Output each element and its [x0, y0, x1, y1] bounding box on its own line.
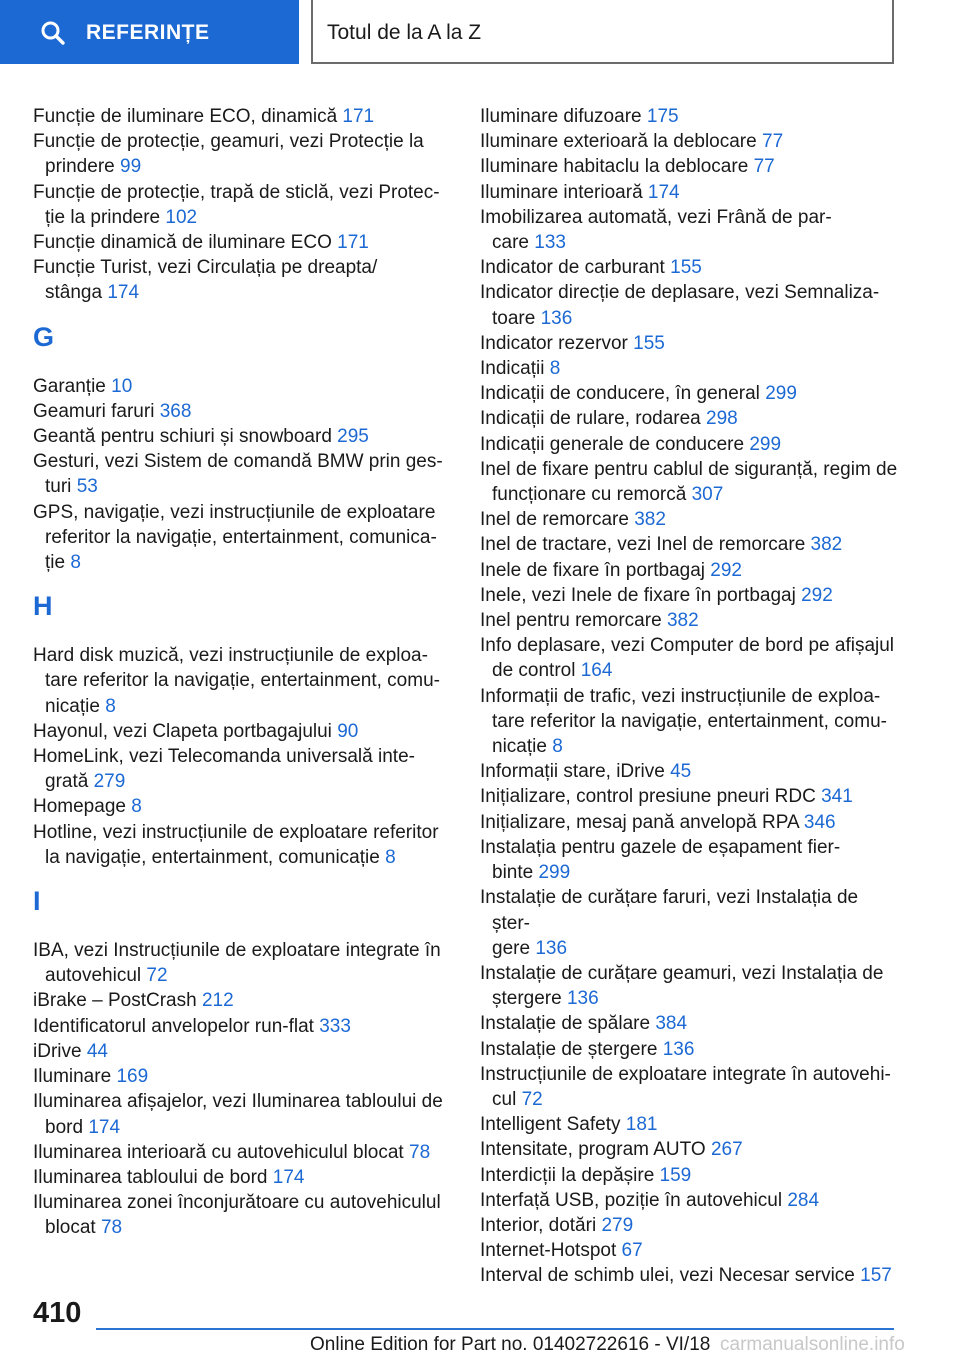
- index-entry: [480, 684, 900, 760]
- page-link[interactable]: 8: [131, 796, 142, 818]
- page-link[interactable]: 384: [655, 1013, 688, 1035]
- index-entry-text: Interior, dotări: [480, 1214, 597, 1236]
- index-entry: [33, 104, 445, 129]
- index-entry-text: Geamuri faruri: [33, 400, 155, 422]
- index-entry: [480, 835, 900, 885]
- index-entry-text: Homepage: [33, 796, 126, 818]
- index-entry: [480, 558, 900, 583]
- page-link[interactable]: 171: [342, 106, 375, 127]
- page-link[interactable]: 368: [159, 400, 192, 422]
- page-link[interactable]: 8: [385, 846, 396, 868]
- index-entry: [480, 154, 900, 179]
- index-entry-text: Hayonul, vezi Clapeta portbagajului: [33, 720, 332, 742]
- index-entry: [33, 1190, 445, 1240]
- index-entry: [33, 719, 445, 744]
- page-link[interactable]: 136: [540, 307, 573, 329]
- index-entry-text: Funcție de iluminare ECO, dinamică: [33, 106, 338, 127]
- index-entry: [33, 255, 445, 305]
- tab-references[interactable]: [0, 0, 299, 64]
- page-link[interactable]: 299: [749, 433, 782, 455]
- page-link[interactable]: 90: [337, 720, 359, 742]
- index-entry-text: Instalație de curățare faruri, vezi Instalația de șter‐ gere: [480, 887, 859, 959]
- index-column-right: [480, 104, 900, 1289]
- index-entry-text: Identificatorul anvelopelor run-flat: [33, 1015, 314, 1037]
- index-entry: [480, 381, 900, 406]
- index-entry: [480, 961, 900, 1011]
- index-entry: [480, 280, 900, 330]
- index-entry-text: Indicator de carburant: [480, 257, 665, 279]
- page-link[interactable]: 169: [116, 1066, 149, 1088]
- index-entry: [480, 1263, 900, 1288]
- index-entry-text: Inele de fixare în portbagaj: [480, 559, 705, 581]
- page-link[interactable]: 212: [201, 990, 234, 1012]
- header: [0, 0, 960, 66]
- index-entry-text: Geantă pentru schiuri și snowboard: [33, 426, 332, 448]
- index-entry-text: Instalație de curățare geamuri, vezi Instalația de ștergere: [480, 962, 884, 1010]
- index-entry-text: Imobilizarea automată, vezi Frână de par‐ care: [480, 206, 832, 254]
- index-entry-text: Iluminarea tabloului de bord: [33, 1166, 268, 1188]
- index-entry: [33, 1039, 445, 1064]
- page-link[interactable]: 333: [319, 1015, 351, 1037]
- page-link[interactable]: 295: [337, 426, 369, 448]
- index-entry-text: Instalație de spălare: [480, 1013, 651, 1035]
- page-link[interactable]: 171: [337, 232, 369, 254]
- page-link[interactable]: 159: [659, 1164, 692, 1186]
- page-link[interactable]: 382: [634, 509, 666, 531]
- page-link[interactable]: 133: [534, 232, 566, 254]
- index-entry: [480, 532, 900, 557]
- page-link[interactable]: 78: [100, 1217, 123, 1239]
- index-entry-text: IBA, vezi Instrucțiunile de exploatare integrate în autovehicul: [33, 940, 441, 987]
- index-entry-text: Iluminare interioară: [480, 181, 643, 203]
- index-entry-text: iDrive: [33, 1040, 82, 1062]
- index-entry-text: GPS, navigație, vezi instrucțiunile de exploatare referitor la navigație, entertainment, comunica‐ ție: [33, 501, 437, 574]
- index-entry: [480, 205, 900, 255]
- page-link[interactable]: 157: [860, 1265, 892, 1287]
- page-link[interactable]: 174: [647, 181, 680, 203]
- index-entry: [33, 794, 445, 819]
- index-entry: [480, 432, 900, 457]
- index-entry-text: Inițializare, mesaj pană anvelopă RPA: [480, 811, 799, 833]
- index-entry: [480, 1062, 900, 1112]
- page-link[interactable]: 136: [566, 988, 599, 1010]
- index-entry: [33, 820, 445, 870]
- watermark: carmanualsonline.info: [720, 1334, 905, 1355]
- index-entry: [480, 759, 900, 784]
- index-entry-text: Indicații: [480, 358, 545, 380]
- index-entry-text: Indicator rezervor: [480, 332, 628, 354]
- index-entry: [33, 1165, 445, 1190]
- index-entry-text: Funcție dinamică de iluminare ECO: [33, 232, 332, 254]
- index-entry: [33, 1014, 445, 1039]
- page-link[interactable]: 341: [821, 786, 853, 808]
- index-entry-text: Indicații generale de conducere: [480, 433, 745, 455]
- index-entry: [480, 885, 900, 961]
- page-link[interactable]: 67: [621, 1240, 643, 1262]
- page-link[interactable]: 8: [70, 552, 81, 574]
- page-link[interactable]: 292: [710, 559, 742, 581]
- page-link[interactable]: 174: [107, 282, 140, 304]
- index-entry-text: Info deplasare, vezi Computer de bord pe afișajul de control: [480, 635, 895, 682]
- index-entry-text: Informații stare, iDrive: [480, 761, 665, 783]
- index-entry-text: Indicator direcție de deplasare, vezi Semnaliza‐ toare: [480, 282, 880, 329]
- page-link[interactable]: 77: [762, 131, 784, 153]
- page-link[interactable]: 292: [801, 584, 833, 606]
- index-entry: [33, 744, 445, 794]
- page-link[interactable]: 175: [646, 106, 679, 127]
- index-entry: [480, 1163, 900, 1188]
- index-entry-text: Indicații de rulare, rodarea: [480, 408, 701, 430]
- index-entry-text: Indicații de conducere, în general: [480, 383, 760, 405]
- index-entry: [480, 104, 900, 129]
- index-entry: [33, 1064, 445, 1089]
- page-link[interactable]: 8: [552, 736, 563, 758]
- index-entry-text: Iluminarea zonei înconjurătoare cu autovehiculul blocat: [33, 1192, 441, 1239]
- index-entry-text: Funcție de protecție, trapă de sticlă, vezi Protec‐ ție la prindere: [33, 181, 440, 228]
- index-entry-text: Inele, vezi Inele de fixare în portbagaj: [480, 584, 796, 606]
- page-link[interactable]: 382: [810, 534, 843, 556]
- index-entry-text: Interval de schimb ulei, vezi Necesar service: [480, 1265, 855, 1287]
- index-column-left: [33, 104, 445, 1241]
- index-entry: [33, 129, 445, 179]
- index-entry-text: Hard disk muzică, vezi instrucțiunile de exploa‐ tare referitor la navigație, entertainment, comu‐ nicație: [33, 645, 440, 717]
- page-link[interactable]: 136: [535, 937, 568, 959]
- index-entry-text: Iluminarea interioară cu autovehiculul blocat: [33, 1141, 404, 1163]
- page-link[interactable]: 78: [409, 1141, 431, 1163]
- index-entry-text: Inel de fixare pentru cablul de siguranță, regim de funcționare cu remorcă: [480, 458, 898, 506]
- index-entry: [33, 1140, 445, 1165]
- page-link[interactable]: 72: [521, 1088, 543, 1110]
- index-entry: [33, 180, 445, 230]
- index-entry-text: Garanție: [33, 375, 106, 397]
- page-link[interactable]: 181: [625, 1114, 658, 1136]
- index-entry-text: Intensitate, program AUTO: [480, 1139, 706, 1161]
- index-entry-text: Instalație de ștergere: [480, 1038, 658, 1060]
- index-entry-text: Instalația pentru gazele de eșapament fier‐ binte: [480, 836, 841, 884]
- page-link[interactable]: 299: [765, 383, 797, 405]
- page-link[interactable]: 77: [753, 156, 775, 178]
- index-entry-text: Hotline, vezi instrucțiunile de exploatare referitor la navigație, entertainment, comunicație: [33, 821, 439, 868]
- index-entry-text: Intelligent Safety: [480, 1114, 621, 1136]
- page-link[interactable]: 174: [88, 1116, 121, 1138]
- index-entry: [480, 1011, 900, 1036]
- footer-divider: [96, 1328, 894, 1330]
- page-link[interactable]: 53: [76, 476, 98, 498]
- page-link[interactable]: 346: [803, 811, 836, 833]
- page-link[interactable]: 99: [120, 156, 142, 178]
- index-entry: [480, 608, 900, 633]
- page-link[interactable]: 8: [105, 695, 116, 717]
- page-link[interactable]: 284: [787, 1189, 820, 1211]
- index-entry-text: Funcție de protecție, geamuri, vezi Protecție la prindere: [33, 131, 424, 178]
- index-letter-heading: G: [33, 321, 55, 352]
- page-link[interactable]: 279: [93, 771, 126, 793]
- index-entry: [480, 331, 900, 356]
- index-entry: [480, 1188, 900, 1213]
- index-entry-text: Inel pentru remorcare: [480, 610, 662, 632]
- index-entry: [480, 1238, 900, 1263]
- index-entry: [480, 255, 900, 280]
- index-entry: [480, 583, 900, 608]
- index-entry: [480, 784, 900, 809]
- index-entry-text: Inițializare, control presiune pneuri RDC: [480, 786, 816, 808]
- index-entry-text: HomeLink, vezi Telecomanda universală inte‐ grată: [33, 746, 415, 793]
- index-entry: [480, 406, 900, 431]
- page-link[interactable]: 299: [538, 862, 571, 884]
- index-entry: [480, 810, 900, 835]
- index-entry: [33, 643, 445, 719]
- index-entry-text: Internet-Hotspot: [480, 1240, 617, 1262]
- index-entry: [33, 1089, 445, 1139]
- index-letter-heading: H: [33, 591, 53, 622]
- page-link[interactable]: 298: [706, 408, 738, 430]
- page-number: 410: [33, 1297, 82, 1329]
- tab-a-to-z[interactable]: [311, 0, 894, 64]
- index-entry-text: Interdicții la depășire: [480, 1164, 655, 1186]
- edition-info: Online Edition for Part no. 01402722616 - VI/18: [310, 1334, 711, 1355]
- index-entry: [33, 399, 445, 424]
- index-entry: [480, 180, 900, 205]
- index-entry-text: iBrake – PostCrash: [33, 990, 197, 1012]
- index-entry: [33, 500, 445, 576]
- index-entry: [480, 1112, 900, 1137]
- index-entry: [480, 356, 900, 381]
- index-entry-text: Iluminare: [33, 1066, 112, 1088]
- index-entry: [33, 938, 445, 988]
- page-link[interactable]: 155: [670, 257, 702, 279]
- index-entry-text: Informații de trafic, vezi instrucțiunile de exploa‐ tare referitor la navigație, entertainment, comu‐ nicație: [480, 685, 887, 758]
- index-entry-text: Instrucțiunile de exploatare integrate în autovehi‐ cul: [480, 1063, 891, 1110]
- index-entry: [480, 457, 900, 507]
- index-entry-text: Iluminare habitaclu la deblocare: [480, 156, 749, 178]
- index-entry: [33, 230, 445, 255]
- page-link[interactable]: 155: [633, 332, 665, 354]
- index-entry: [33, 449, 445, 499]
- page-link[interactable]: 10: [111, 375, 133, 397]
- tab-a-to-z-label: Totul de la A la Z: [327, 21, 482, 44]
- index-entry-text: Inel de tractare, vezi Inel de remorcare: [480, 534, 806, 556]
- page-link[interactable]: 136: [662, 1038, 695, 1060]
- index-entry: [480, 633, 900, 683]
- index-entry-text: Interfață USB, poziție în autovehicul: [480, 1189, 783, 1211]
- index-entry: [480, 507, 900, 532]
- page-link[interactable]: 8: [549, 358, 561, 380]
- page-link[interactable]: 72: [146, 965, 168, 987]
- page-link[interactable]: 174: [272, 1166, 305, 1188]
- page-link[interactable]: 164: [580, 660, 613, 682]
- index-entry: [480, 1213, 900, 1238]
- index-entry-text: Iluminare exterioară la deblocare: [480, 131, 757, 153]
- index-entry-text: Funcție Turist, vezi Circulația pe dreapta/ stânga: [33, 257, 378, 304]
- index-entry: [33, 424, 445, 449]
- page-link[interactable]: 279: [601, 1214, 634, 1236]
- index-entry-text: Gesturi, vezi Sistem de comandă BMW prin ges‐ turi: [33, 451, 443, 498]
- page-link[interactable]: 267: [710, 1139, 743, 1161]
- index-entry: [480, 1137, 900, 1162]
- page-link[interactable]: 44: [86, 1040, 108, 1062]
- index-entry-text: Iluminare difuzoare: [480, 106, 642, 127]
- page-link[interactable]: 307: [691, 484, 724, 506]
- index-entry: [33, 374, 445, 399]
- index-letter-heading: I: [33, 886, 41, 917]
- index-entry: [480, 1037, 900, 1062]
- page-link[interactable]: 382: [666, 610, 699, 632]
- page-link[interactable]: 102: [165, 206, 198, 228]
- index-entry-text: Inel de remorcare: [480, 509, 629, 531]
- index-entry-text: Iluminarea afișajelor, vezi Iluminarea tabloului de bord: [33, 1091, 443, 1138]
- search-icon: [40, 20, 66, 46]
- index-entry: [33, 988, 445, 1013]
- page-link[interactable]: 45: [670, 761, 692, 783]
- index-entry: [480, 129, 900, 154]
- tab-references-label: REFERINȚE: [86, 21, 210, 44]
